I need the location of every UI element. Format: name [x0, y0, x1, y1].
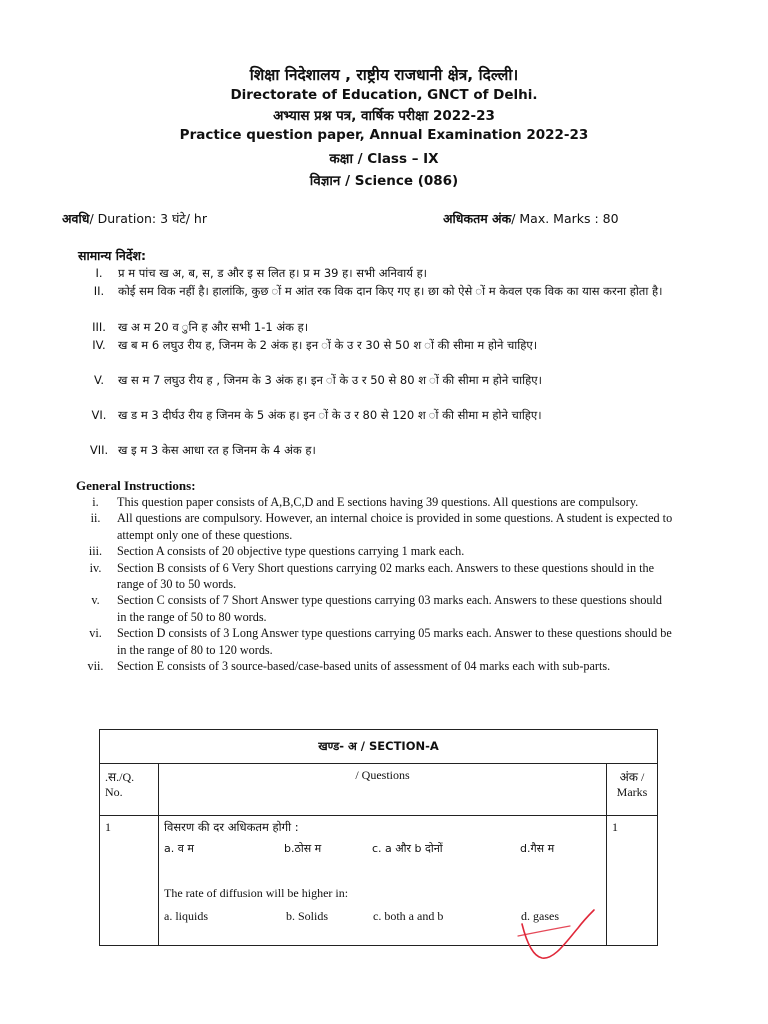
item-number: V. [93, 373, 105, 387]
item-number: ii. [90, 511, 101, 526]
max-marks-label: अधिकतम अंक [443, 211, 512, 226]
general-instructions-title: General Instructions: [76, 478, 196, 493]
item-text: Section B consists of 6 Very Short questions carrying 02 marks each. Answers to these questions should in the range of 30 to 50 words. [117, 560, 654, 592]
hindi-instruction-item [80, 337, 680, 372]
item-text: This question paper consists of A,B,C,D and E sections having 39 questions. All questions are compulsory. [117, 495, 639, 509]
hindi-instruction-item [80, 319, 680, 337]
max-marks-value: / Max. Marks : 80 [511, 211, 619, 226]
table-header-row [100, 764, 658, 816]
max-marks [443, 210, 619, 227]
item-text: Section E consists of 3 source-based/case-based units of assessment of 04 marks each with sub-parts. [117, 659, 611, 674]
header-line-3: अभ्यास प्रश्न पत्र, वार्षिक परीक्षा 2022-23 [273, 108, 495, 124]
option-d-english: d. gases [521, 909, 559, 923]
item-text: All questions are compulsory. However, an internal choice is provided in some questions. A student is expected to attempt only one of these questions. [117, 511, 673, 542]
general-instruction-item [74, 560, 674, 593]
option-b-english: b. Solids [286, 909, 329, 923]
header-line-1: शिक्षा निदेशालय , राष्ट्रीय राजधानी क्षेत्र, दिल्ली। [249, 66, 519, 84]
item-text: Section C consists of 7 Short Answer type questions carrying 03 marks each. Answers to these questions should in the range of 50 to 80 words. [117, 593, 662, 624]
duration-label: अवधि [62, 211, 90, 226]
option-a-hindi: a. व म [164, 842, 194, 855]
column-header-qno: .स./Q. No. [100, 764, 159, 816]
item-number: IV. [92, 338, 106, 352]
hindi-instruction-item [80, 265, 680, 283]
general-instructions-list [74, 494, 674, 674]
option-c-english: c. both a and b [373, 909, 444, 923]
item-number: i. [92, 495, 99, 509]
item-number: vi. [89, 626, 102, 641]
item-number: VI. [91, 408, 107, 422]
option-d-hindi: d.गैस म [520, 842, 555, 855]
item-text: ख ड म 3 दीर्घउ रीय ह जिनम के 5 अंक ह। इन ों के उ र 80 से 120 श ों की सीमा म होने चाहिए। [118, 408, 542, 422]
header-line-4: Practice question paper, Annual Examination 2022-23 [179, 127, 589, 143]
table-title-row [100, 730, 658, 764]
duration [62, 210, 207, 227]
item-text: Section A consists of 20 objective type questions carrying 1 mark each. [117, 544, 465, 559]
column-header-marks: अंक / Marks [607, 764, 658, 816]
item-number: v. [91, 593, 100, 608]
item-text: ख इ म 3 केस आधा रत ह जिनम के 4 अंक ह। [118, 443, 316, 457]
column-header-questions: / Questions [159, 764, 607, 816]
item-text: कोई सम विक नहीं है। हालांकि, कुछ ों म आंत रक विक दान किए गए ह। छा को ऐसे ों म केवल एक विक का यास करना होता है। [118, 284, 663, 298]
item-text: ख स म 7 लघुउ रीय ह , जिनम के 3 अंक ह। इन ों के उ र 50 से 80 श ों की सीमा म होने चाहिए। [118, 373, 542, 387]
question-marks: 1 [607, 816, 658, 946]
item-number: III. [92, 320, 106, 334]
hindi-instruction-item [80, 442, 680, 460]
item-number: I. [95, 266, 103, 280]
general-instruction-item [74, 658, 674, 674]
options-hindi [164, 841, 601, 856]
item-text: प्र म पांच ख अ, ब, स, ड और इ स लित ह। प्र म 39 ह। सभी अनिवार्य ह। [118, 266, 428, 280]
item-number: II. [93, 284, 105, 298]
general-instruction-item [74, 494, 674, 510]
duration-value: / Duration: 3 घंटे/ hr [89, 211, 207, 226]
item-text: ख अ म 20 व ुनि ह और सभी 1-1 अंक ह। [118, 320, 309, 334]
hindi-instruction-item [80, 372, 680, 407]
item-number: iv. [89, 560, 102, 575]
item-number: VII. [89, 443, 109, 457]
question-english: The rate of diffusion will be higher in: [164, 886, 349, 900]
option-a-english: a. liquids [164, 909, 208, 923]
question-number: 1 [100, 816, 159, 946]
general-instruction-item [74, 543, 674, 559]
option-b-hindi: b.ठोस म [284, 842, 322, 855]
general-instruction-item [74, 592, 674, 625]
section-title: खण्ड- अ / SECTION-A [100, 730, 658, 764]
item-text: Section D consists of 3 Long Answer type questions carrying 05 marks each. Answer to these questions should be in the range of 80 to 120 words. [117, 626, 672, 657]
item-number: iii. [88, 544, 103, 559]
question-hindi: विसरण की दर अधिकतम होगी : [164, 820, 299, 834]
header-line-5: कक्षा / Class – IX [329, 151, 439, 167]
option-c-hindi: c. a और b दोनों [372, 842, 443, 855]
hindi-instruction-item [80, 283, 680, 319]
general-instruction-item [74, 510, 674, 543]
hindi-instructions-list [80, 265, 680, 460]
header-line-2: Directorate of Education, GNCT of Delhi. [230, 87, 538, 103]
general-instruction-item [74, 625, 674, 658]
hindi-instructions-title: सामान्य निर्देश: [78, 248, 147, 263]
header-line-6: विज्ञान / Science (086) [309, 173, 459, 189]
item-text: ख ब म 6 लघुउ रीय ह, जिनम के 2 अंक ह। इन ों के उ र 30 से 50 श ों की सीमा म होने चाहिए। [118, 338, 538, 352]
handwritten-check-icon [508, 906, 600, 966]
item-number: vii. [87, 659, 104, 674]
hindi-instruction-item [80, 407, 680, 442]
